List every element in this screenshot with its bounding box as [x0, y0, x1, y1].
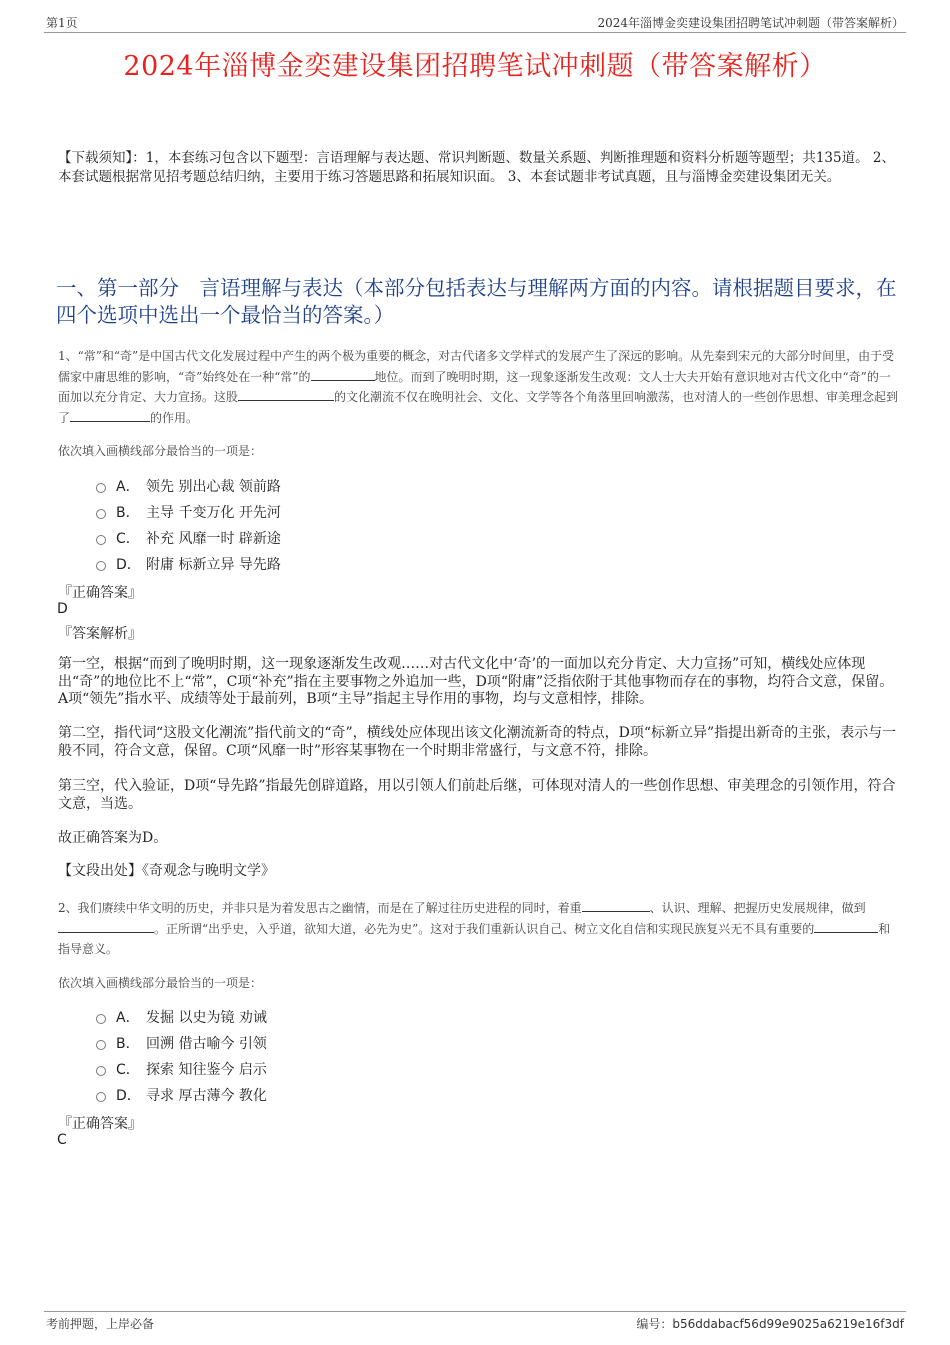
- analysis-conclusion: 故正确答案为D。: [58, 830, 168, 846]
- analysis-paragraph: 第一空，根据“而到了晚明时期，这一现象逐渐发生改观……对古代文化中‘奇’的一面加以充分肯定、大力宣扬”可知，横线处应体现出“奇”的地位比不上“常”，C项“补充”指在主要事物之外追加一些，D项“附庸”泛指依附于其他事物而存在的事物，均符合文意，保留。A项“领先”指水平、成绩等处于最前列，B项“主导”指起主导作用的事物，均与文意相悖，排除。: [58, 656, 894, 707]
- option-d[interactable]: D． 附庸 标新立异 导先路: [96, 551, 281, 577]
- correct-answer-value: D: [57, 601, 68, 617]
- page-header: [44, 12, 906, 33]
- question-1-options: [96, 473, 281, 577]
- correct-answer-label: 『正确答案』: [58, 585, 142, 601]
- source-citation: 【文段出处】《奇观念与晚明文学》: [58, 863, 275, 879]
- analysis-paragraph: 第二空，指代词“这股文化潮流”指代前文的“奇”，横线处应体现出该文化潮流新奇的特点，D项“标新立异”指提出新奇的主张，表示与一般不同，符合文意，保留。C项“风靡一时”形容某事物在一个时期非常盛行，与文意不符，排除。: [58, 725, 897, 759]
- document-code: 编号：b56ddabacf56d99e9025a6219e16f3df: [636, 1317, 904, 1331]
- option-c[interactable]: C． 补充 风靡一时 辟新途: [96, 525, 281, 551]
- blank-1: [311, 367, 375, 381]
- page-number: 第1页: [46, 16, 78, 30]
- analysis-paragraph: 第三空，代入验证，D项“导先路”指最先创辟道路，用以引领人们前赴后继，可体现对清人的一些创作思想、审美理念的引领作用，符合文意，当选。: [58, 778, 896, 812]
- correct-answer-value: C: [57, 1132, 67, 1148]
- option-b[interactable]: B． 回溯 借古喻今 引领: [96, 1030, 267, 1056]
- document-title: 2024年淄博金奕建设集团招聘笔试冲刺题（带答案解析）: [123, 51, 827, 82]
- blank-2: [238, 387, 334, 401]
- question-1-prompt: 依次填入画横线部分最恰当的一项是：: [58, 444, 263, 458]
- blank-1: [582, 898, 650, 912]
- option-d[interactable]: D． 寻求 厚古薄今 教化: [96, 1082, 267, 1108]
- question-2-options: [96, 1004, 267, 1108]
- blank-3: [814, 919, 878, 933]
- question-1-stem: 1、“常”和“奇”是中国古代文化发展过程中产生的两个极为重要的概念，对古代诸多文学样式的发展产生了深远的影响。从先秦到宋元的大部分时间里，由于受儒家中庸思维的影响，“奇”始终处在一种“常”的 地位。而到了晚明时期，这一现象逐渐发生改观：文人士大夫开始有意识地对古代文化中“奇”的一面加以充分肯定、大力宣扬。这股 的文化潮流不仅在晚明社会、文化、文学等各个角落里回响激荡，也对清人的一些创作思想、审美理念起到了 的作用。: [58, 349, 899, 425]
- radio-button[interactable]: [96, 1092, 106, 1102]
- blank-2: [58, 919, 154, 933]
- question-2-stem: 2、我们赓续中华文明的历史，并非只是为着发思古之幽情，而是在了解过往历史进程的同时，着重 、认识、理解、把握历史发展规律，做到。正所谓“出乎史，入乎道，欲知大道，必先为史”。这对于我们重新认识自己、树立文化自信和实现民族复兴无不具有重要的 和指导意义。: [58, 898, 900, 960]
- radio-button[interactable]: [96, 1014, 106, 1024]
- correct-answer-label: 『正确答案』: [58, 1116, 142, 1132]
- header-doc-title: 2024年淄博金奕建设集团招聘笔试冲刺题（带答案解析）: [597, 16, 904, 30]
- option-b[interactable]: B． 主导 千变万化 开先河: [96, 499, 281, 525]
- analysis-label: 『答案解析』: [58, 626, 142, 642]
- radio-button[interactable]: [96, 1066, 106, 1076]
- page-footer: [44, 1311, 906, 1334]
- question-2-prompt: 依次填入画横线部分最恰当的一项是：: [58, 976, 263, 990]
- option-a[interactable]: A． 发掘 以史为镜 劝诫: [96, 1004, 267, 1030]
- radio-button[interactable]: [96, 509, 106, 519]
- radio-button[interactable]: [96, 535, 106, 545]
- radio-button[interactable]: [96, 483, 106, 493]
- option-a[interactable]: A． 领先 别出心裁 领前路: [96, 473, 281, 499]
- download-notice: 【下载须知】：1，本套练习包含以下题型：言语理解与表达题、常识判断题、数量关系题、判断推理题和资料分析题等题型；共135道。 2、本套试题根据常见招考题总结归纳，主要用于练习答题思路和拓展知识面。 3、本套试题非考试真题，且与淄博金奕建设集团无关。: [58, 150, 895, 185]
- radio-button[interactable]: [96, 1040, 106, 1050]
- footer-slogan: 考前押题，上岸必备: [46, 1317, 155, 1331]
- radio-button[interactable]: [96, 561, 106, 571]
- blank-3: [70, 408, 150, 422]
- option-c[interactable]: C． 探索 知往鉴今 启示: [96, 1056, 267, 1082]
- section-title: 一、第一部分 言语理解与表达（本部分包括表达与理解两方面的内容。请根据题目要求，在四个选项中选出一个最恰当的答案。）: [56, 276, 897, 327]
